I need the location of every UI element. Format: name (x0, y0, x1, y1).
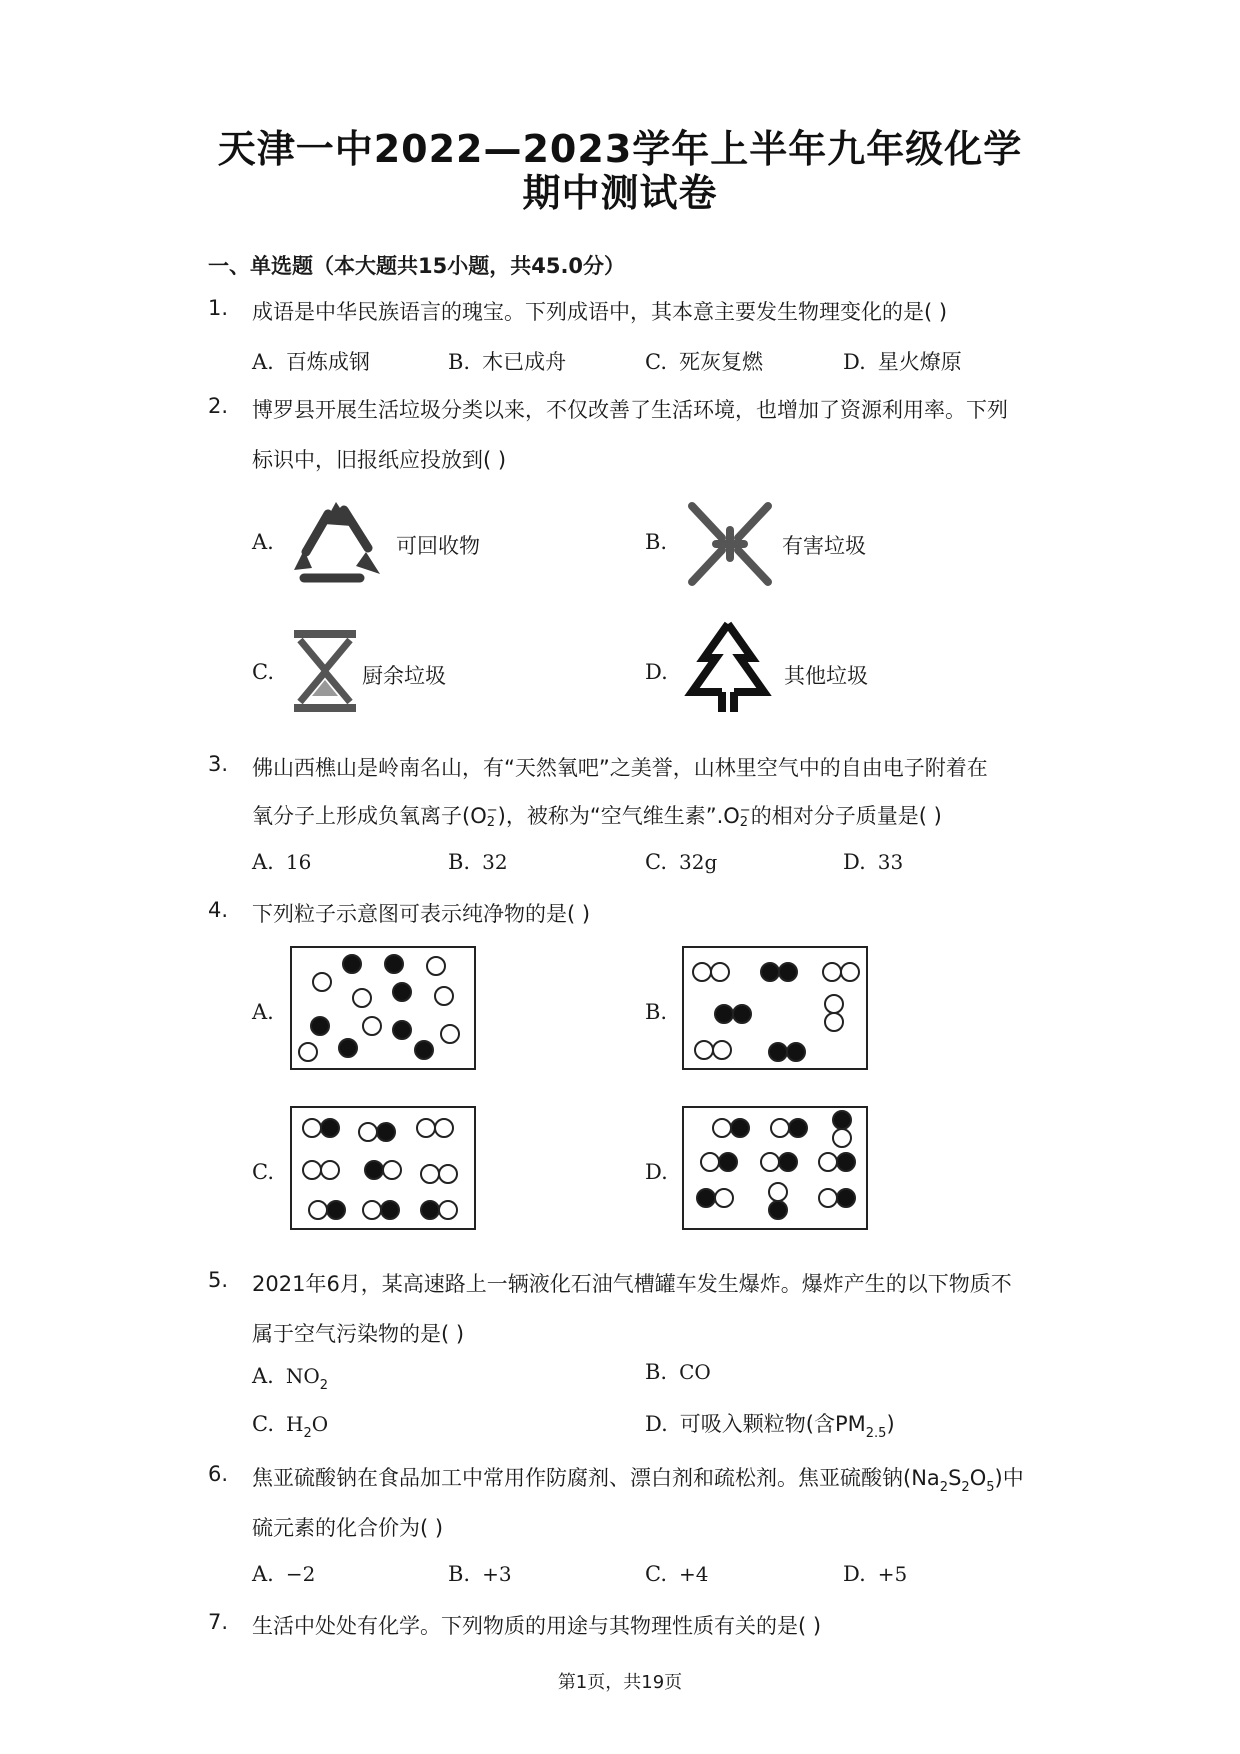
option-c[interactable] (252, 1412, 329, 1441)
option-label: C. (645, 1562, 667, 1586)
option-text: 有害垃圾 (782, 534, 866, 558)
option-c[interactable] (645, 346, 763, 376)
question-text-line-2: 硫元素的化合价为( ) (252, 1516, 444, 1540)
option-label: C. (252, 660, 274, 684)
option-label: D. (645, 1160, 668, 1184)
kitchen-waste-icon (290, 628, 360, 714)
option-text: 可吸入颗粒物(含PM (679, 1412, 866, 1436)
option-d[interactable] (645, 1160, 680, 1184)
question-text-line-2 (252, 800, 942, 830)
option-label: D. (645, 1412, 668, 1436)
question-number: 6. (208, 1462, 229, 1486)
option-text: +5 (877, 1562, 908, 1586)
option-label: A. (252, 850, 274, 874)
question-text: 生活中处处有化学。下列物质的用途与其物理性质有关的是( ) (252, 1614, 822, 1638)
particle-diagram-d (682, 1106, 868, 1230)
option-d[interactable] (645, 1408, 895, 1441)
option-label: D. (843, 1562, 866, 1586)
option-b[interactable] (448, 1562, 512, 1586)
option-text: NO (285, 1364, 320, 1388)
option-b[interactable] (645, 530, 679, 554)
option-label: A. (252, 350, 274, 374)
hazardous-icon (684, 500, 776, 588)
option-label: B. (448, 350, 471, 374)
text-segment: 的相对分子质量是( ) (750, 804, 942, 828)
question-text-line-1 (252, 1462, 1024, 1495)
text-segment: 焦亚硫酸钠在食品加工中常用作防腐剂、漂白剂和疏松剂。焦亚硫酸钠(Na (252, 1466, 940, 1490)
option-a[interactable] (252, 530, 286, 554)
option-b[interactable] (448, 850, 508, 874)
option-d[interactable] (843, 1562, 907, 1586)
option-text: CO (679, 1360, 711, 1384)
option-label: A. (252, 1000, 274, 1024)
option-label: B. (448, 850, 471, 874)
option-c[interactable] (252, 660, 286, 684)
option-b[interactable] (448, 346, 566, 376)
option-text: 32g (679, 850, 718, 874)
option-text: ) (886, 1412, 895, 1436)
section-heading: 一、单选题（本大题共15小题，共45.0分） (208, 254, 626, 278)
question-number: 5. (208, 1268, 229, 1292)
option-text: 厨余垃圾 (362, 664, 446, 688)
option-d[interactable] (843, 346, 962, 376)
option-b[interactable] (645, 1360, 711, 1384)
subscript: 2 (739, 815, 749, 830)
option-d[interactable] (843, 850, 903, 874)
option-text: H (286, 1412, 304, 1436)
particle-diagram-c (290, 1106, 476, 1230)
subscript: 2 (939, 1480, 949, 1495)
option-text: 星火燎原 (877, 350, 962, 374)
text-segment: )中 (994, 1466, 1024, 1490)
particle-diagram-b (682, 946, 868, 1070)
option-c[interactable] (252, 1160, 286, 1184)
option-text: +4 (679, 1562, 709, 1586)
page-subtitle: 期中测试卷 (522, 171, 718, 215)
option-text: −2 (285, 1562, 316, 1586)
option-label: D. (645, 660, 668, 684)
text-segment: 氧分子上形成负氧离子(O (252, 804, 487, 828)
option-label: C. (252, 1160, 274, 1184)
question-text-line-1: 博罗县开展生活垃圾分类以来，不仅改善了生活环境，也增加了资源利用率。下列 (252, 398, 1008, 422)
option-label: B. (645, 530, 668, 554)
option-label: D. (843, 350, 866, 374)
subscript: 2 (319, 1378, 329, 1393)
option-d[interactable] (645, 660, 680, 684)
option-b[interactable] (645, 1000, 679, 1024)
question-text-line-2: 标识中，旧报纸应投放到( ) (252, 448, 507, 472)
option-text: 其他垃圾 (784, 664, 868, 688)
superscript: − (486, 803, 498, 818)
option-a[interactable] (252, 1364, 329, 1393)
option-text: 33 (877, 850, 904, 874)
particle-diagram-a (290, 946, 476, 1070)
page-title: 天津一中2022—2023学年上半年九年级化学 (217, 127, 1023, 171)
text-segment: O (969, 1466, 987, 1490)
question-number: 1. (208, 296, 229, 320)
recycle-icon (286, 500, 390, 588)
option-a[interactable] (252, 850, 311, 874)
subscript: 5 (986, 1480, 995, 1495)
option-text: 百炼成钢 (285, 350, 370, 374)
question-number: 2. (208, 394, 229, 418)
option-text: O (311, 1412, 329, 1436)
option-label: A. (252, 1364, 274, 1388)
option-label: A. (252, 1562, 274, 1586)
option-label: D. (843, 850, 866, 874)
question-text: 成语是中华民族语言的瑰宝。下列成语中，其本意主要发生物理变化的是( ) (252, 300, 948, 324)
subscript: 2.5 (865, 1426, 887, 1441)
question-text-line-1: 2021年6月，某高速路上一辆液化石油气槽罐车发生爆炸。爆炸产生的以下物质不 (252, 1272, 1012, 1296)
subscript: 2 (961, 1480, 970, 1495)
option-a[interactable] (252, 346, 370, 376)
option-label: C. (252, 1412, 274, 1436)
option-text: 32 (482, 850, 508, 874)
question-number: 7. (208, 1610, 229, 1634)
question-text: 下列粒子示意图可表示纯净物的是( ) (252, 902, 591, 926)
text-segment: )，被称为“空气维生素”.O (497, 804, 740, 828)
option-label: C. (645, 850, 667, 874)
text-segment: S (948, 1466, 962, 1490)
option-text: 16 (285, 850, 312, 874)
question-number: 3. (208, 752, 229, 776)
option-label: A. (252, 530, 274, 554)
option-a[interactable] (252, 1562, 315, 1586)
option-label: B. (645, 1000, 668, 1024)
option-text: 木已成舟 (482, 350, 567, 374)
option-label: B. (645, 1360, 668, 1384)
subscript: 2 (303, 1426, 312, 1441)
question-number: 4. (208, 898, 229, 922)
page-footer: 第1页，共19页 (557, 1672, 683, 1693)
option-label: C. (645, 350, 667, 374)
option-c[interactable] (645, 850, 717, 874)
option-text: 死灰复燃 (679, 350, 763, 374)
option-text: +3 (482, 1562, 512, 1586)
subscript: 2 (486, 815, 496, 830)
question-text-line-2: 属于空气污染物的是( ) (252, 1322, 465, 1346)
option-a[interactable] (252, 1000, 286, 1024)
option-c[interactable] (645, 1562, 708, 1586)
question-text-line-1: 佛山西樵山是岭南名山，有“天然氧吧”之美誉，山林里空气中的自由电子附着在 (252, 756, 988, 780)
option-text: 可回收物 (396, 534, 480, 558)
option-label: B. (448, 1562, 471, 1586)
other-waste-icon (682, 618, 774, 718)
superscript: − (739, 803, 751, 818)
